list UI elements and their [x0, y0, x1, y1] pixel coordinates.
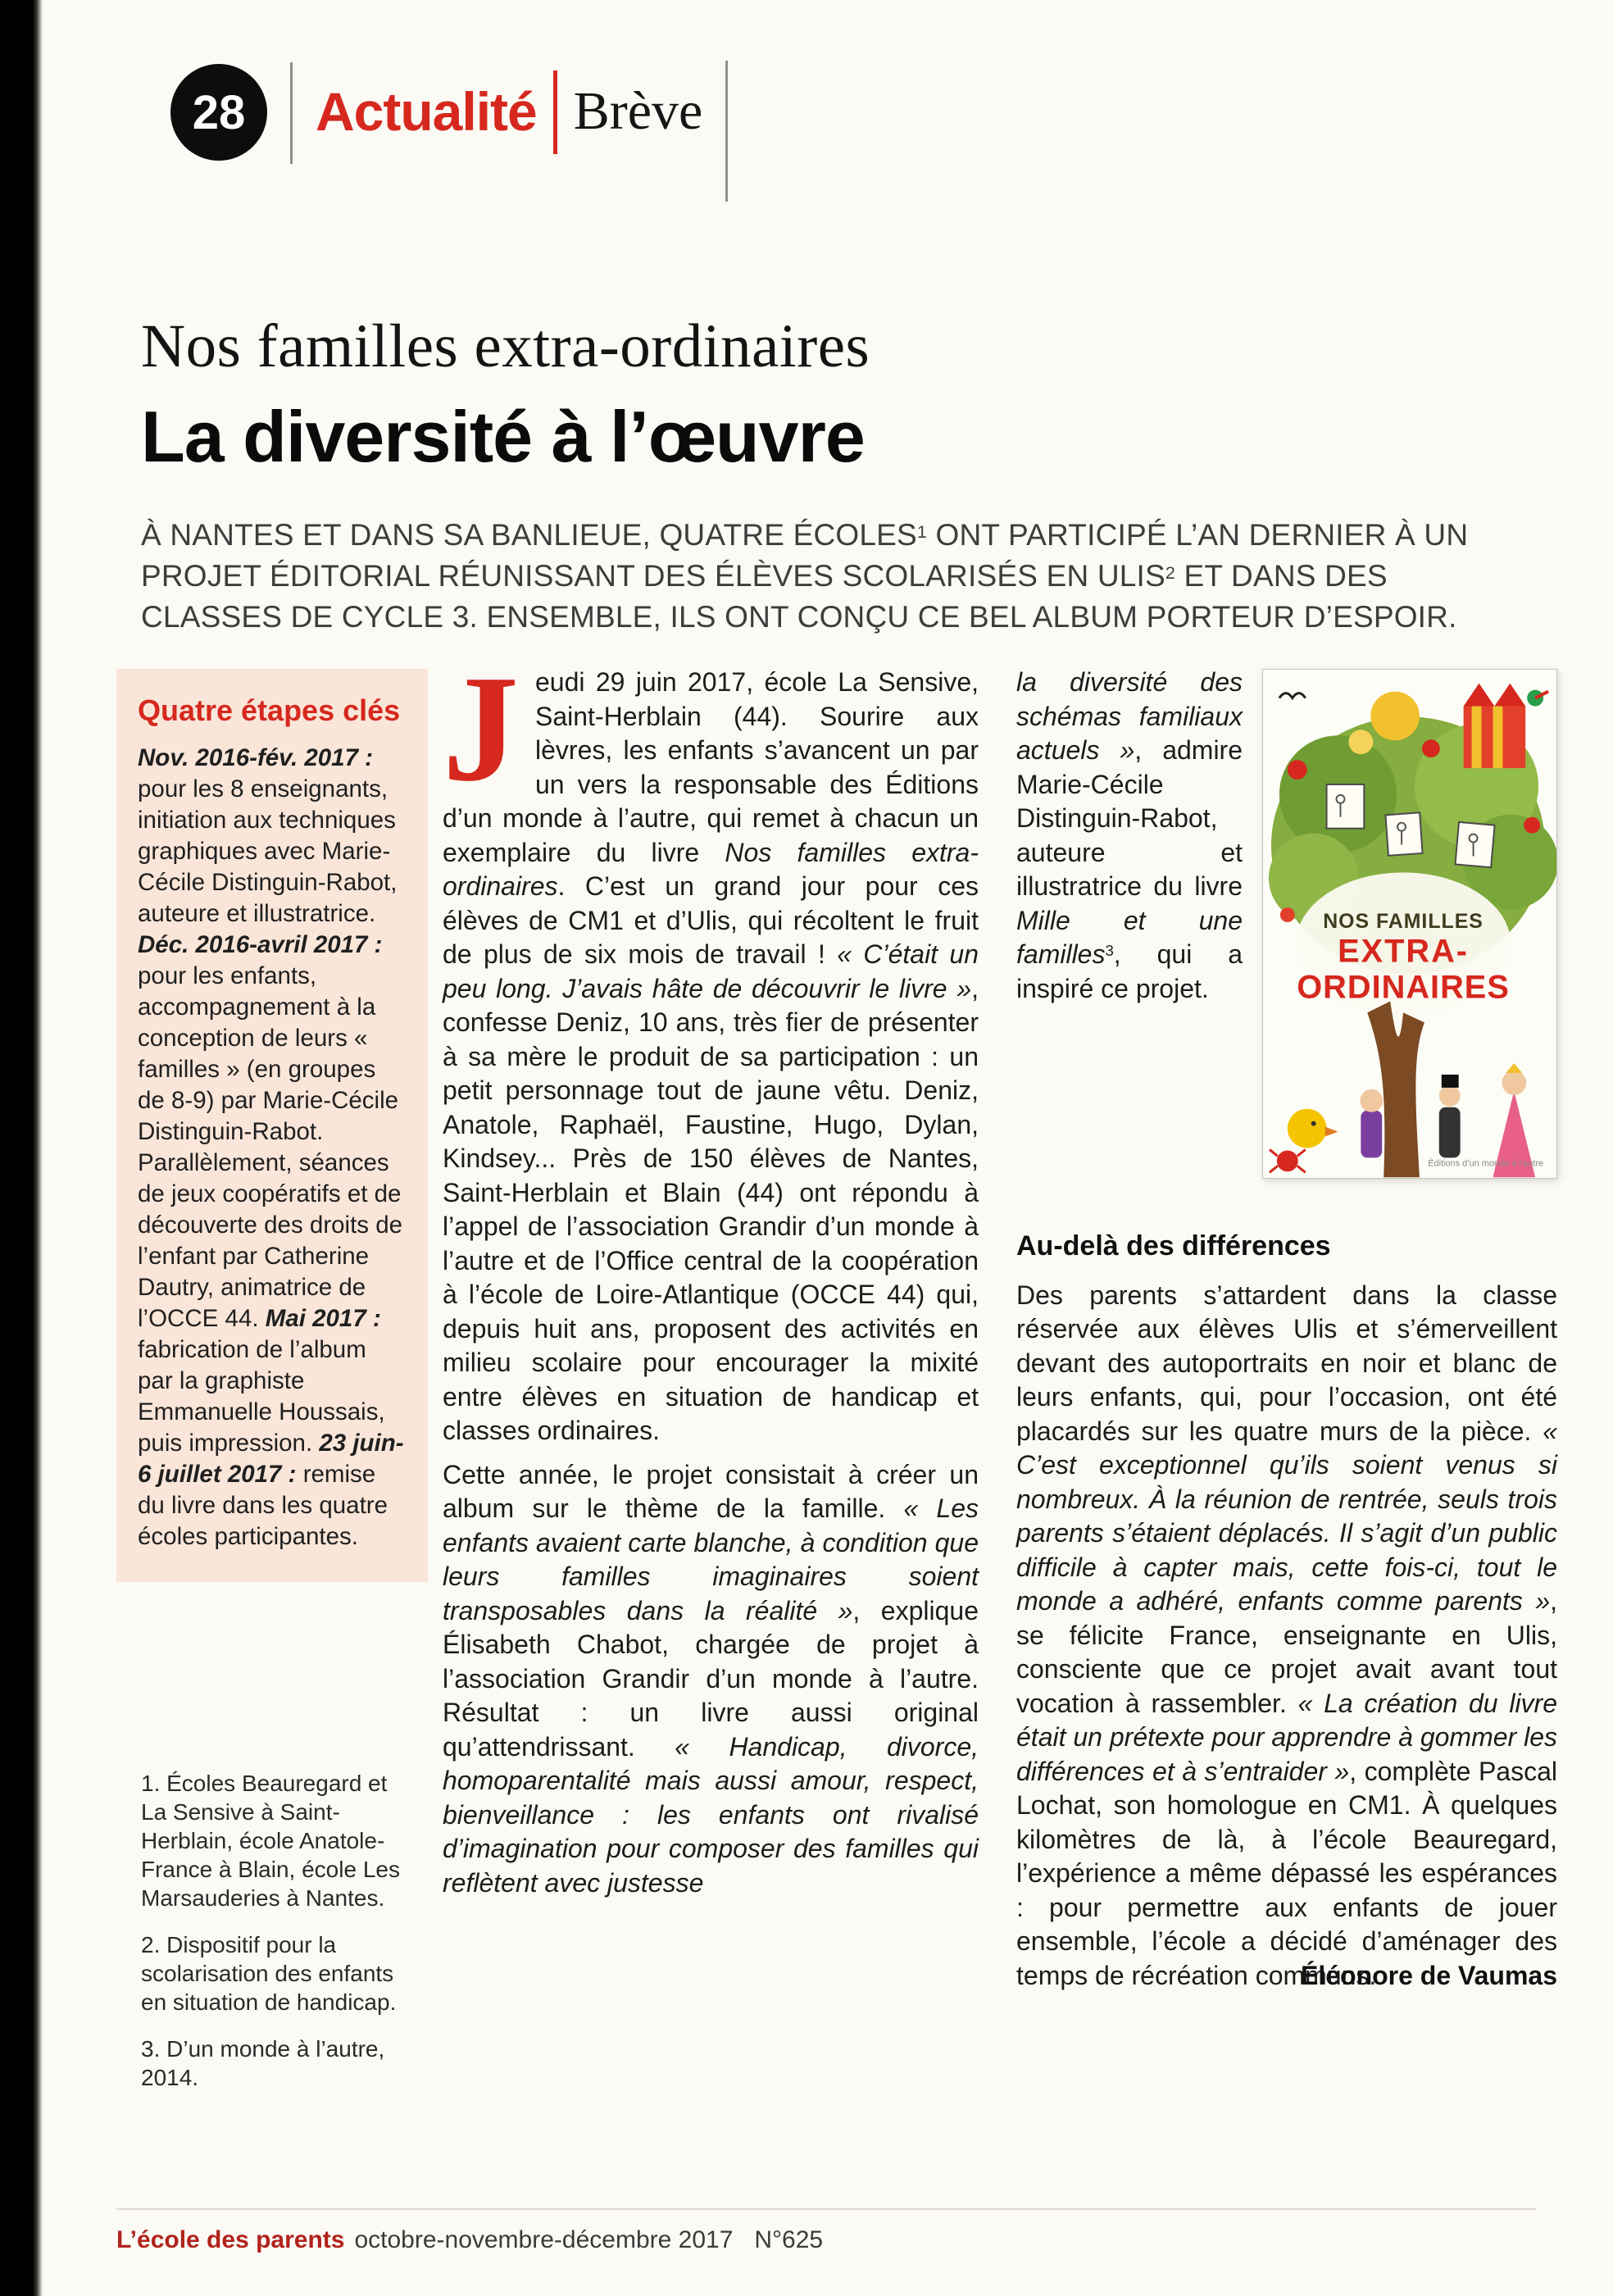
masthead: [170, 61, 728, 202]
sidebar-body: Nov. 2016-fév. 2017 : pour les 8 enseignants, initiation aux techniques graphiques avec Marie-Cécile Distinguin-Rabot, auteure et illustratrice. Déc. 2016-avril 2017 : pour les enfants, accompagnement à la conception de leurs « familles » (en groupes de 8-9) par Marie-Cécile Distinguin-Rabot. Parallèlement, séances de jeux coopératifs et de découverte des droits de l’enfant par Catherine Dautry, animatrice de l’OCCE 44. Mai 2017 : fabrication de l’album par la graphiste Emmanuelle Houssais, puis impression. 23 juin-6 juillet 2017 : remise du livre dans les quatre écoles participantes.: [138, 744, 404, 1550]
page-footer: [116, 2208, 1536, 2254]
issue-number: N°625: [754, 2226, 824, 2253]
standfirst: À NANTES ET DANS SA BANLIEUE, QUATRE ÉCOLES$^1$ ONT PARTICIPÉ L’AN DERNIER À UN PROJET ÉDITORIAL RÉUNISSANT DES ÉLÈVES SCOLARISÉS EN ULIS$^2$ ET DANS DES CLASSES DE CYCLE 3. ENSEMBLE, ILS ONT CONÇU CE BEL ALBUM PORTEUR D’ESPOIR.: [141, 518, 1469, 634]
magazine-name: L’école des parents: [116, 2226, 345, 2253]
footnote-1: 1. Écoles Beauregard et La Sensive à Saint-Herblain, école Anatole-France à Blain, école Les Marsauderies à Nantes.: [141, 1771, 400, 1911]
section-subhead: Au-delà des différences: [1016, 1230, 1331, 1262]
article-column-right: [1016, 666, 1557, 1993]
footnote-2: 2. Dispositif pour la scolarisation des enfants en situation de handicap.: [141, 1932, 397, 2015]
scan-edge-band: [0, 0, 43, 2296]
author-byline: Éléonore de Vaumas: [1300, 1960, 1557, 1990]
sidebar-title: Quatre étapes clés: [138, 693, 401, 727]
drop-cap: J: [443, 644, 519, 813]
body-paragraph-2: Cette année, le projet consistait à créer un album sur le thème de la famille. « Les enfants avaient carte blanche, à condition que leurs familles imaginaires soient transposables dans la réalité », explique Élisabeth Chabot, chargée de projet à l’association Grandir d’un monde à l’autre. Résultat : un livre aussi original qu’attendrissant. « Handicap, divorce, homoparentalité mais aussi amour, respect, bienveillance : les enfants ont rivalisé d’imagination pour composer des familles qui reflètent avec justesse: [443, 1459, 979, 1898]
paragraph-text: eudi 29 juin 2017, école La Sensive, Saint-Herblain (44). Sourire aux lèvres, les enfants s’avancent un par un vers la responsable des Éditions d’un monde à l’autre, qui remet à chacun un exemplaire du livre Nos familles extra-ordinaires. C’est un grand jour pour ces élèves de CM1 et d’Ulis, qui récoltent le fruit de plus de six mois de travail ! « C’était un peu long. J’avais hâte de découvrir le livre », confesse Deniz, 10 ans, très fier de présenter à sa mère le produit de sa participation : un petit personnage tout de jaune vêtu. Deniz, Anatole, Raphaël, Faustine, Hugo, Dylan, Kindsey... Près de 150 élèves de Nantes, Saint-Herblain et Blain (44) ont répondu à l’appel de l’association Grandir d’un monde à l’autre et de l’Office central de la coopération à l’école de Loire-Atlantique (OCCE 44) qui, depuis huit ans, proposent des activités en milieu scolaire pour encourager la mixité entre élèves en situation de handicap et classes ordinaires.: [443, 667, 979, 1445]
book-cover-image: [1262, 669, 1557, 1179]
page-number-badge: [170, 64, 267, 161]
section-label: Actualité: [316, 81, 537, 142]
cover-title-line3: ORDINAIRES: [1297, 969, 1510, 1006]
subsection-label: Brève: [573, 81, 703, 141]
title-block: [141, 311, 1528, 638]
cover-imprint: Éditions d’un monde à l’autre: [1428, 1158, 1544, 1169]
right-column-paragraph: Des parents s’attardent dans la classe réservée aux élèves Ulis et s’émerveillent devant des autoportraits en noir et blanc de leurs enfants, qui, pour l’occasion, ont été placardés sur les quatre murs de la pièce. « C’est exceptionnel qu’ils soient venus si nombreux. À la réunion de rentrée, seuls trois parents s’étaient déplacés. Il s’agit d’un public difficile à capter mais, cette fois-ci, tout le monde a adhéré, enfants comme parents », se félicite France, enseignante en Ulis, consciente que ce projet avait avant tout vocation à rassembler. « La création du livre était un prétexte pour apprendre à gommer les différences et à s’entraider », complète Pascal Lochat, son homologue en CM1. À quelques kilomètres de là, à l’école Beauregard, l’expérience a même dépassé les espérances : pour permettre aux enfants de jouer ensemble, l’école a décidé d’aménager des temps de récréation communs.: [1016, 1280, 1558, 1990]
cover-title-line2: EXTRA-: [1338, 933, 1470, 970]
body-paragraph-1: [443, 644, 979, 1448]
page-number: 28: [192, 85, 246, 139]
footnotes: [141, 1769, 416, 2110]
divider: [725, 61, 728, 202]
article-title: La diversité à l’œuvre: [141, 396, 865, 477]
article-kicker: Nos familles extra-ordinaires: [141, 312, 870, 380]
issue-date: octobre-novembre-décembre 2017: [354, 2226, 734, 2253]
article-column-middle: [443, 644, 979, 1910]
right-column-intro: la diversité des schémas familiaux actuels », admire Marie-Cécile Distinguin-Rabot, auteure et illustratrice du livre Mille et une familles$^3$, qui a inspiré ce projet.: [1016, 667, 1243, 1003]
footnote-3: 3. D’un monde à l’autre, 2014.: [141, 2036, 385, 2090]
cover-title-line1: NOS FAMILLES: [1323, 909, 1484, 933]
book-cover-illustration: [1263, 670, 1556, 1178]
sidebar-key-steps-box: [116, 669, 428, 1582]
